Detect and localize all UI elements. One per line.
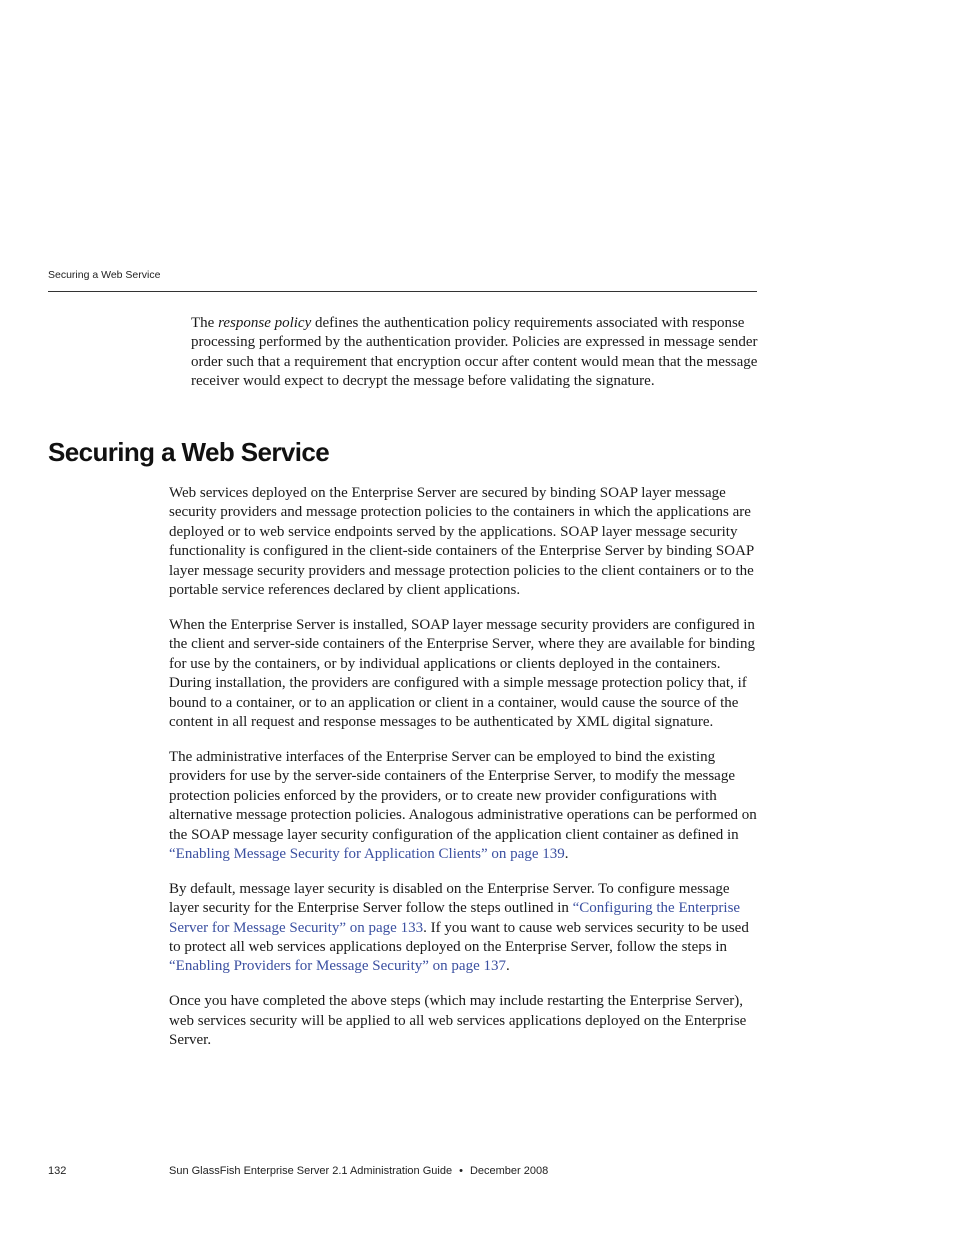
section-body [169,484,761,1066]
paragraph-3 [169,748,761,864]
link-enabling-providers[interactable]: “Enabling Providers for Message Security” on page 137 [169,958,506,975]
paragraph-4-end: . [506,958,510,975]
paragraph-1: Web services deployed on the Enterprise Server are secured by binding SOAP layer message security providers and message protection policies to the containers in which the applications are deployed or to web service endpoints served by the applications. SOAP layer message security functionality is configured in the client-side containers of the Enterprise Server by binding SOAP layer message security providers and message protection policies to the client containers or to the portable service references declared by client applications. [169,485,754,599]
paragraph-5: Once you have completed the above steps (which may include restarting the Enterprise Server), web services security will be applied to all web services applications deployed on the Enterprise Server. [169,993,747,1049]
intro-emphasis: response policy [218,315,312,331]
paragraph-3-end: . [564,845,569,862]
paragraph-4 [169,880,761,977]
page-number: 132 [48,1165,67,1177]
footer-bullet: • [459,1165,463,1177]
footer-book-info [169,1165,548,1177]
running-header: Securing a Web Service [48,269,161,281]
link-enabling-message-security-app-clients[interactable]: “Enabling Message Security for Application Clients” on page 139 [169,845,565,862]
intro-text-post: defines the authentication policy requirements associated with response processing performed by the authentication provider. Policies are expressed in message sender order such that a requirement that encryption occur after content would mean that the message receiver would expect to decrypt the message before validating the signature. [191,315,758,390]
paragraph-2: When the Enterprise Server is installed, SOAP layer message security providers are configured in the client and server-side containers of the Enterprise Server, where they are available for binding for use by the containers, or by individual applications or clients deployed in the containers. During installation, the providers are configured with a simple message protection policy that, if bound to a container, or to an application or client in a container, would cause the source of the content in all request and response messages to be authenticated by XML digital signature. [169,616,755,730]
paragraph-4-mid: . If you want to cause web services security to be used to protect all web services applications deployed on the Enterprise Server, follow the steps in [169,919,749,956]
paragraph-4-text: By default, message layer security is disabled on the Enterprise Server. To configure message layer security for the Enterprise Server follow the steps outlined in [169,880,730,917]
header-rule [48,291,757,292]
intro-paragraph [191,314,759,392]
link-configuring-enterprise-server[interactable]: “Configuring the Enterprise Server for Message Security” on page 133 [169,900,741,936]
footer-book-title: Sun GlassFish Enterprise Server 2.1 Administration Guide [169,1165,453,1177]
paragraph-3-text: The administrative interfaces of the Enterprise Server can be employed to bind the existing providers for use by the server-side containers of the Enterprise Server, to modify the message protection policies enforced by the providers, or to create new provider configurations with alternative message protection policies. Analogous administrative operations can be performed on the SOAP message layer security configuration of the application client container as defined in [169,748,757,843]
footer-date: December 2008 [469,1165,549,1177]
section-title: Securing a Web Service [48,437,330,467]
intro-text-pre: The [191,315,219,331]
